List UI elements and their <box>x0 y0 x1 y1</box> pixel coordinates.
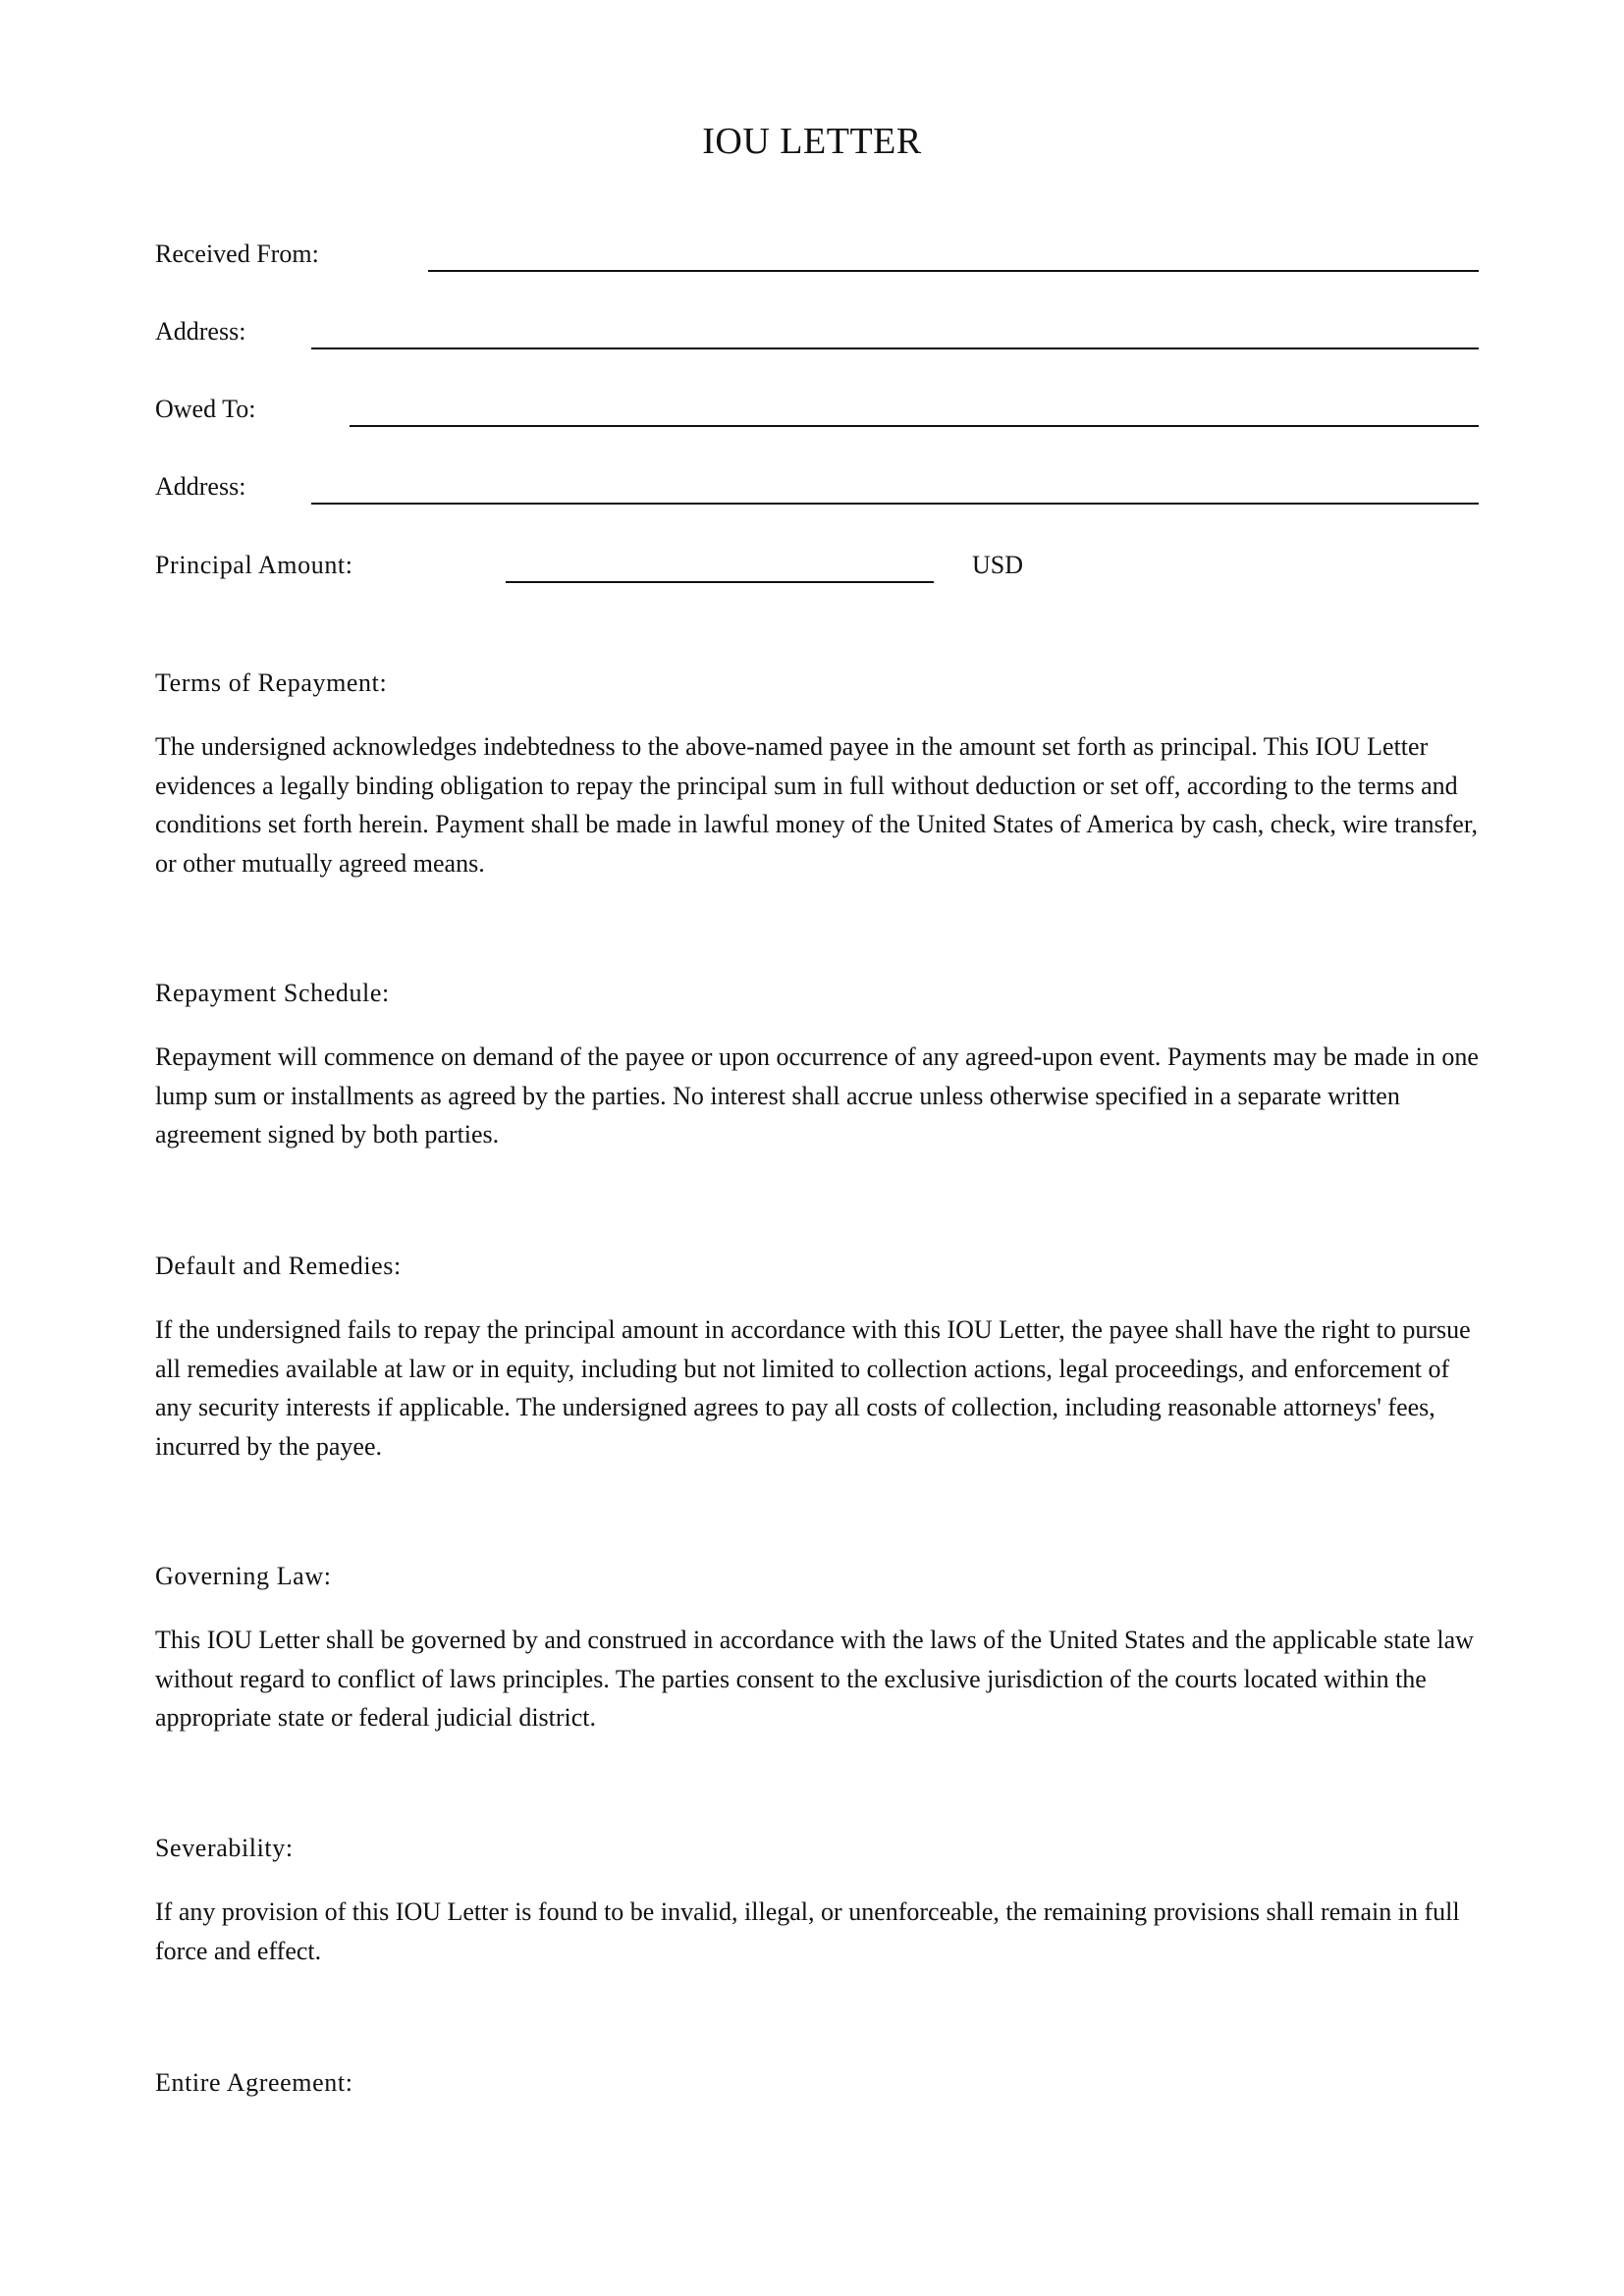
governing-law-text: This IOU Letter shall be governed by and construed in accordance with the laws of the United States and the applicable state law without regard to conflict of laws principles. The parties consent to the exclusive jurisdiction of the courts located within the appropriate state or federal judicial district. <box>155 1626 1474 1732</box>
governing-law-heading: Governing Law: <box>155 1562 332 1590</box>
owed-to-field[interactable] <box>350 425 1479 427</box>
principal-amount-label: Principal Amount: <box>155 551 353 579</box>
payee-address-field[interactable] <box>311 503 1479 505</box>
severability-text: If any provision of this IOU Letter is found to be invalid, illegal, or unenforceable, the remaining provisions shall remain in full force and effect. <box>155 1897 1460 1965</box>
severability-heading: Severability: <box>155 1834 294 1862</box>
payee-address-label: Address: <box>155 472 246 501</box>
owed-to-label: Owed To: <box>155 395 256 423</box>
terms-of-repayment-heading: Terms of Repayment: <box>155 668 388 697</box>
default-and-remedies-text: If the undersigned fails to repay the principal amount in accordance with this IOU Letter, the payee shall have the right to pursue all remedies available at law or in equity, including but not limited to collection actions, legal proceedings, and enforcement of any security interests if applicable. The undersigned agrees to pay all costs of collection, including reasonable attorneys' fees, incurred by the payee. <box>155 1315 1471 1461</box>
document-title: IOU LETTER <box>702 121 922 162</box>
entire-agreement-heading: Entire Agreement: <box>155 2068 353 2097</box>
currency-label: USD <box>972 551 1024 579</box>
received-from-label: Received From: <box>155 240 319 268</box>
principal-amount-field[interactable] <box>506 581 934 583</box>
payor-address-field[interactable] <box>311 347 1479 349</box>
payor-address-label: Address: <box>155 317 246 346</box>
repayment-schedule-heading: Repayment Schedule: <box>155 979 390 1007</box>
received-from-field[interactable] <box>428 270 1479 272</box>
terms-of-repayment-text: The undersigned acknowledges indebtedness to the above-named payee in the amount set forth as principal. This IOU Letter evidences a legally binding obligation to repay the principal sum in full without deduction or set off, according to the terms and conditions set forth herein. Payment shall be made in lawful money of the United States of America by cash, check, wire transfer, or other mutually agreed means. <box>155 732 1478 878</box>
repayment-schedule-text: Repayment will commence on demand of the payee or upon occurrence of any agreed-upon event. Payments may be made in one lump sum or installments as agreed by the parties. No interest shall accrue unless otherwise specified in a separate written agreement signed by both parties. <box>155 1042 1479 1148</box>
default-and-remedies-heading: Default and Remedies: <box>155 1252 402 1280</box>
